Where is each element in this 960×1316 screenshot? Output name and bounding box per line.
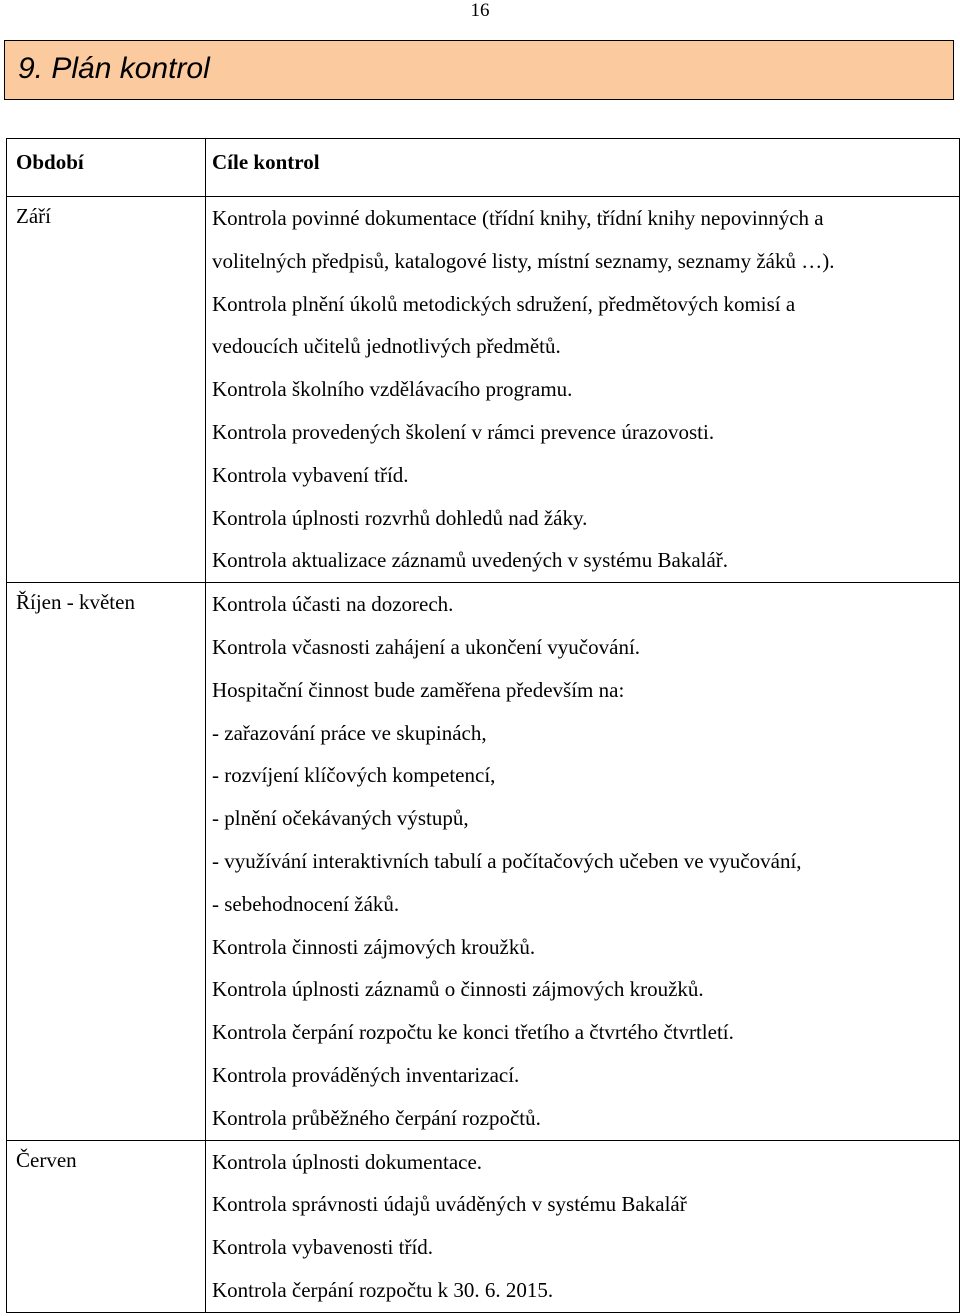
period-label: Červen (16, 1147, 77, 1172)
list-item: Hospitační činnost bude zaměřena především na: (212, 677, 625, 702)
goals-list (206, 583, 959, 1139)
table-row (7, 1140, 960, 1312)
period-label: Říjen - květen (16, 590, 135, 615)
goals-cell (206, 197, 960, 583)
list-item: Kontrola prováděných inventarizací. (212, 1062, 520, 1087)
list-item: Kontrola úplnosti dokumentace. (212, 1149, 483, 1174)
period-cell (7, 583, 206, 1140)
list-item: Kontrola účasti na dozorech. (212, 592, 454, 617)
table-row (7, 583, 960, 1140)
goals-list (206, 197, 959, 582)
period-label: Září (16, 204, 51, 228)
list-item: Kontrola průběžného čerpání rozpočtů. (212, 1105, 541, 1130)
list-item: Kontrola úplnosti rozvrhů dohledů nad žáky. (212, 505, 588, 530)
period-cell (7, 1140, 206, 1312)
list-item: - rozvíjení klíčových kompetencí, (212, 763, 496, 788)
list-item: - sebehodnocení žáků. (212, 891, 400, 916)
list-item: Kontrola správnosti údajů uváděných v systému Bakalář (212, 1192, 687, 1217)
list-item: - plnění očekávaných výstupů, (212, 806, 469, 831)
list-item: Kontrola povinné dokumentace (třídní knihy, třídní knihy nepovinných a (212, 206, 824, 230)
table-row (7, 197, 960, 583)
goals-cell (206, 583, 960, 1140)
list-item: Kontrola vybavení tříd. (212, 462, 409, 487)
header-goals: Cíle kontrol (206, 139, 960, 197)
goals-list (206, 1141, 959, 1312)
list-item: Kontrola plnění úkolů metodických sdružení, předmětových komisí a (212, 291, 796, 316)
list-item: vedoucích učitelů jednotlivých předmětů. (212, 334, 561, 359)
page-number: 16 (470, 0, 490, 21)
list-item: Kontrola vybavenosti tříd. (212, 1235, 434, 1260)
list-item: - zařazování práce ve skupinách, (212, 720, 487, 745)
list-item: Kontrola činnosti zájmových kroužků. (212, 934, 536, 959)
section-heading-box (4, 40, 954, 100)
list-item: Kontrola čerpání rozpočtu k 30. 6. 2015. (212, 1277, 554, 1302)
control-plan-table (6, 138, 960, 1313)
list-item: Kontrola včasnosti zahájení a ukončení vyučování. (212, 634, 641, 659)
section-title: 9. Plán kontrol (18, 52, 210, 85)
table-header-row (7, 139, 960, 197)
period-cell (7, 197, 206, 583)
list-item: Kontrola školního vzdělávacího programu. (212, 377, 573, 402)
list-item: Kontrola provedených školení v rámci prevence úrazovosti. (212, 419, 715, 444)
header-period: Období (7, 139, 206, 197)
list-item: Kontrola aktualizace záznamů uvedených v systému Bakalář. (212, 548, 729, 573)
list-item: Kontrola čerpání rozpočtu ke konci třetího a čtvrtého čtvrtletí. (212, 1020, 734, 1045)
goals-cell (206, 1140, 960, 1312)
list-item: volitelných předpisů, katalogové listy, místní seznamy, seznamy žáků …). (212, 248, 835, 273)
list-item: - využívání interaktivních tabulí a počítačových učeben ve vyučování, (212, 848, 802, 873)
list-item: Kontrola úplnosti záznamů o činnosti zájmových kroužků. (212, 977, 704, 1002)
